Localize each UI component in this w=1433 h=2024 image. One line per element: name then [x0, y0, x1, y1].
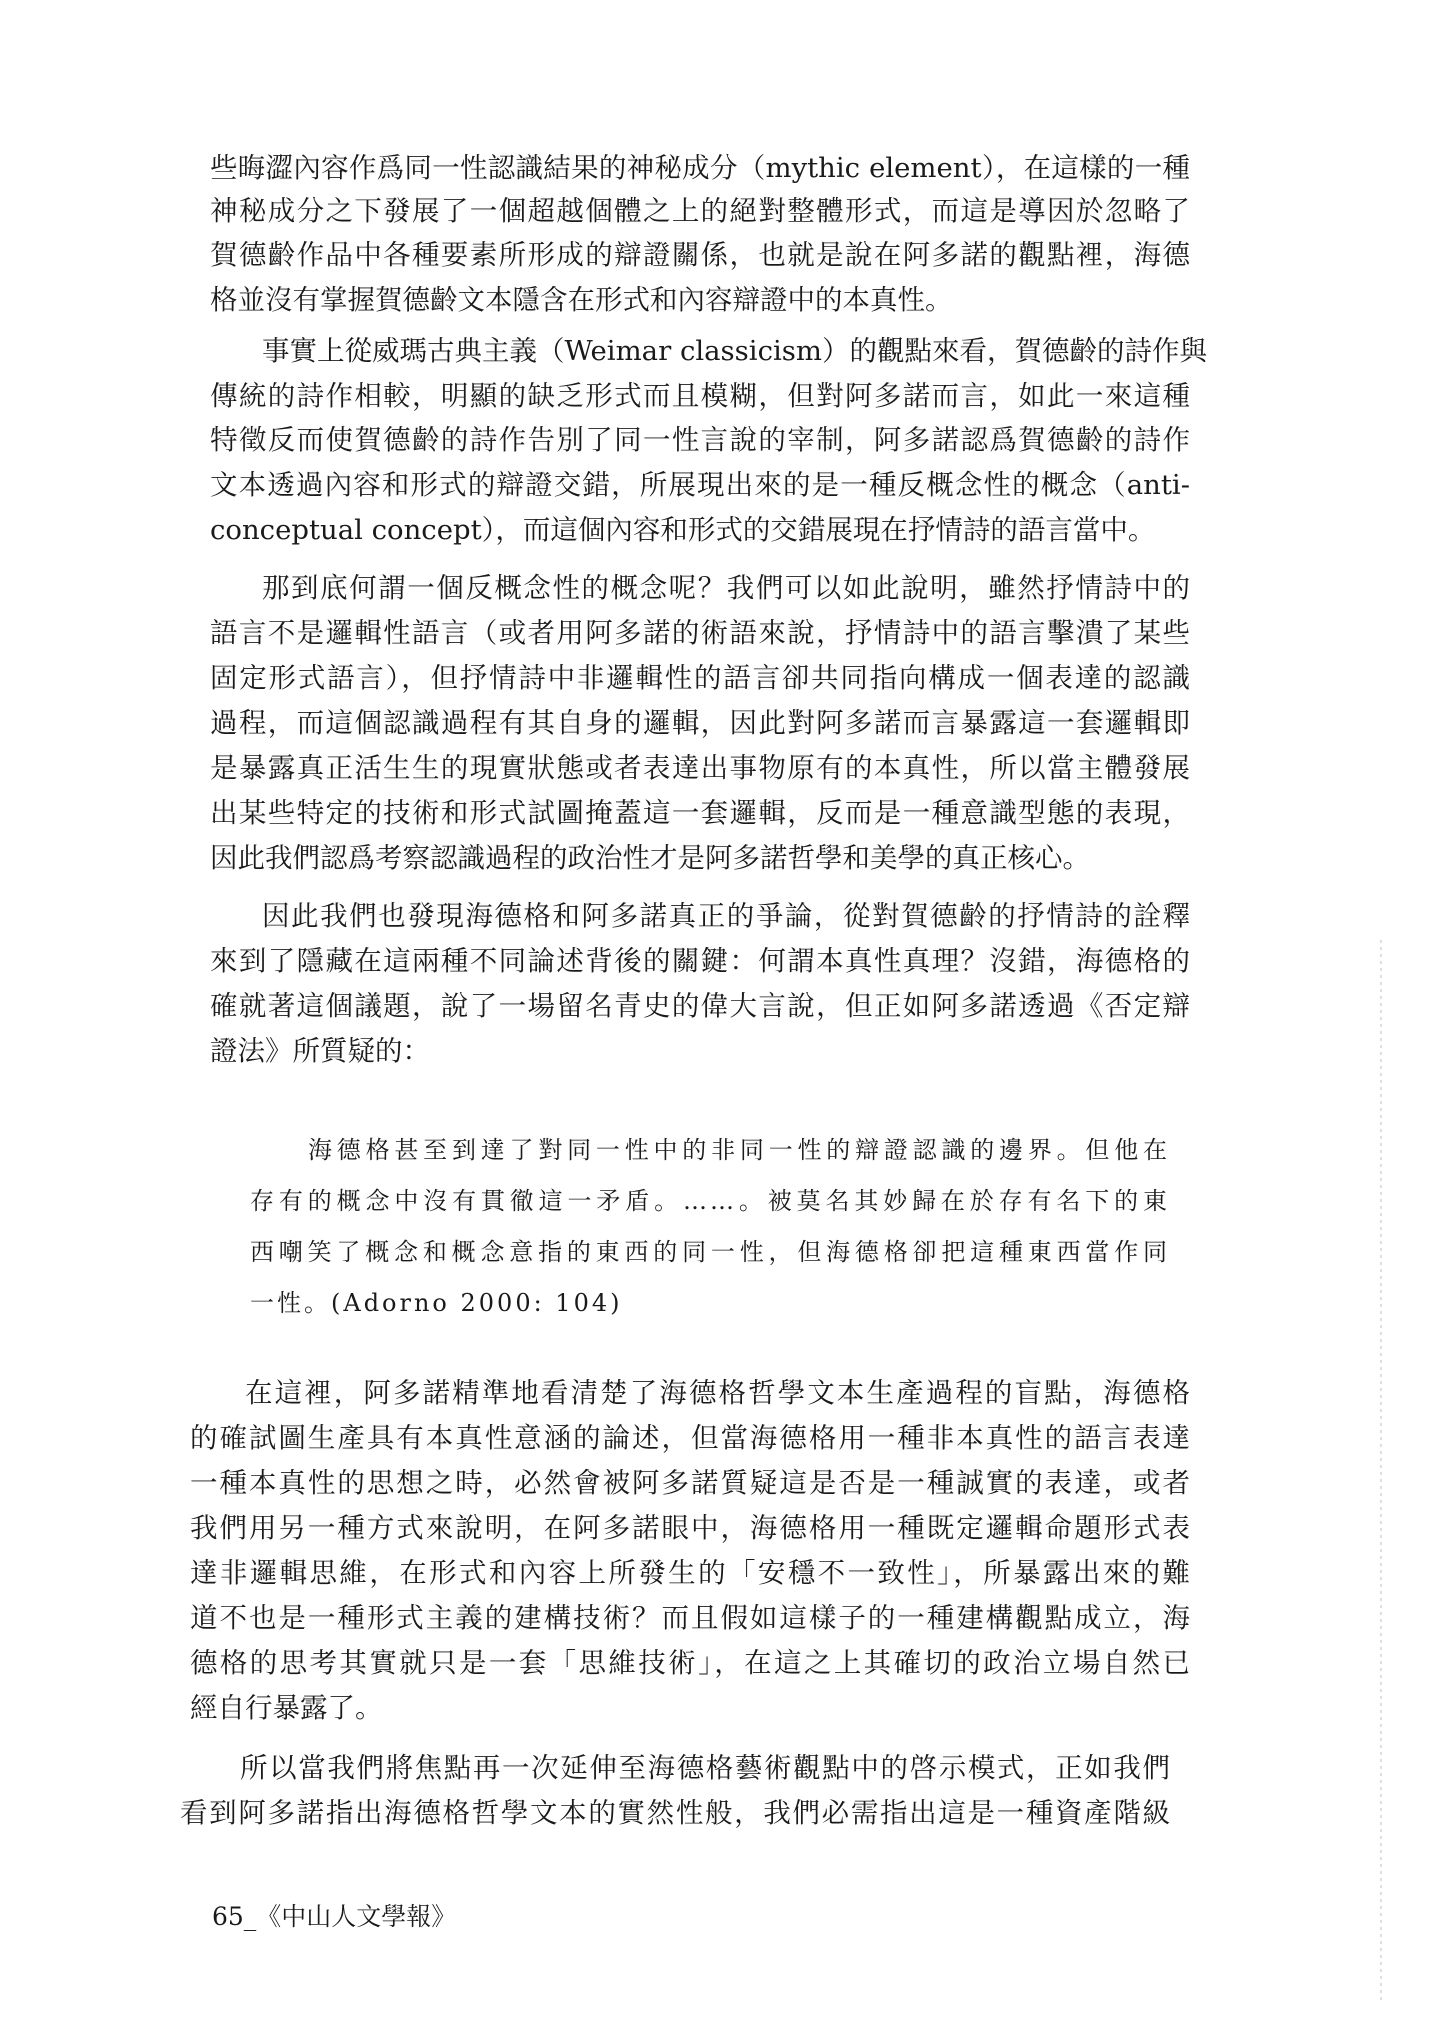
text-line: 些晦澀內容作爲同一性認識結果的神秘成分（mythic element），在這樣的一種 [210, 152, 1190, 184]
scan-edge-artifact [1380, 940, 1382, 2000]
text-line: 我們用另一種方式來說明，在阿多諾眼中，海德格用一種既定邏輯命題形式表 [190, 1512, 1190, 1544]
text-line: 看到阿多諾指出海德格哲學文本的實然性般，我們必需指出這是一種資產階級 [180, 1797, 1170, 1829]
text-line: 特徵反而使賀德齡的詩作告別了同一性言說的宰制，阿多諾認爲賀德齡的詩作 [210, 424, 1190, 456]
text-line: 德格的思考其實就只是一套「思維技術」，在這之上其確切的政治立場自然已 [190, 1647, 1190, 1679]
quote-line: 海德格甚至到達了對同一性中的非同一性的辯證認識的邊界。但他在 [308, 1136, 1170, 1164]
text-line: 一種本真性的思想之時，必然會被阿多諾質疑這是否是一種誠實的表達，或者 [190, 1467, 1190, 1499]
text-line: 道不也是一種形式主義的建構技術？而且假如這樣子的一種建構觀點成立，海 [190, 1602, 1190, 1634]
text-line: 所以當我們將焦點再一次延伸至海德格藝術觀點中的啓示模式，正如我們 [240, 1752, 1170, 1784]
text-line: 是暴露真正活生生的現實狀態或者表達出事物原有的本真性，所以當主體發展 [210, 752, 1190, 784]
text-line: 文本透過內容和形式的辯證交錯，所展現出來的是一種反概念性的概念（anti- [210, 469, 1190, 501]
text-line: 格並沒有掌握賀德齡文本隱含在形式和內容辯證中的本真性。 [210, 284, 953, 316]
text-line: conceptual concept），而這個內容和形式的交錯展現在抒情詩的語言當中。 [210, 514, 1156, 546]
text-line: 達非邏輯思維，在形式和內容上所發生的「安穩不一致性」，所暴露出來的難 [190, 1557, 1190, 1589]
page-footer: 65_《中山人文學報》 [212, 1902, 457, 1931]
text-line: 固定形式語言），但抒情詩中非邏輯性的語言卻共同指向構成一個表達的認識 [210, 662, 1190, 694]
text-line: 來到了隱藏在這兩種不同論述背後的關鍵：何謂本真性真理？沒錯，海德格的 [210, 945, 1190, 977]
text-line: 傳統的詩作相較，明顯的缺乏形式而且模糊，但對阿多諾而言，如此一來這種 [210, 380, 1190, 412]
text-line: 因此我們認爲考察認識過程的政治性才是阿多諾哲學和美學的真正核心。 [210, 842, 1090, 874]
text-line: 出某些特定的技術和形式試圖掩蓋這一套邏輯，反而是一種意識型態的表現， [210, 797, 1190, 829]
text-line: 在這裡，阿多諾精準地看清楚了海德格哲學文本生產過程的盲點，海德格 [245, 1377, 1190, 1409]
text-line: 過程，而這個認識過程有其自身的邏輯，因此對阿多諾而言暴露這一套邏輯即 [210, 707, 1190, 739]
text-line: 那到底何謂一個反概念性的概念呢？我們可以如此說明，雖然抒情詩中的 [262, 572, 1190, 604]
text-line: 經自行暴露了。 [190, 1692, 383, 1724]
text-line: 神秘成分之下發展了一個超越個體之上的絕對整體形式，而這是導因於忽略了 [210, 195, 1190, 227]
quote-line: 西嘲笑了概念和概念意指的東西的同一性，但海德格卻把這種東西當作同 [250, 1238, 1170, 1266]
text-line: 語言不是邏輯性語言（或者用阿多諾的術語來說，抒情詩中的語言擊潰了某些 [210, 617, 1190, 649]
text-line: 賀德齡作品中各種要素所形成的辯證關係，也就是說在阿多諾的觀點裡，海德 [210, 239, 1190, 271]
text-line: 證法》所質疑的： [210, 1035, 430, 1067]
quote-line: 一性。(Adorno 2000: 104) [250, 1289, 623, 1317]
text-line: 的確試圖生產具有本真性意涵的論述，但當海德格用一種非本真性的語言表達 [190, 1422, 1190, 1454]
quote-line: 存有的概念中沒有貫徹這一矛盾。……。被莫名其妙歸在於存有名下的東 [250, 1187, 1170, 1215]
text-line: 事實上從威瑪古典主義（Weimar classicism）的觀點來看，賀德齡的詩作與 [262, 335, 1207, 367]
text-line: 因此我們也發現海德格和阿多諾真正的爭論，從對賀德齡的抒情詩的詮釋 [262, 900, 1190, 932]
text-line: 確就著這個議題，說了一場留名青史的偉大言說，但正如阿多諾透過《否定辯 [210, 990, 1190, 1022]
